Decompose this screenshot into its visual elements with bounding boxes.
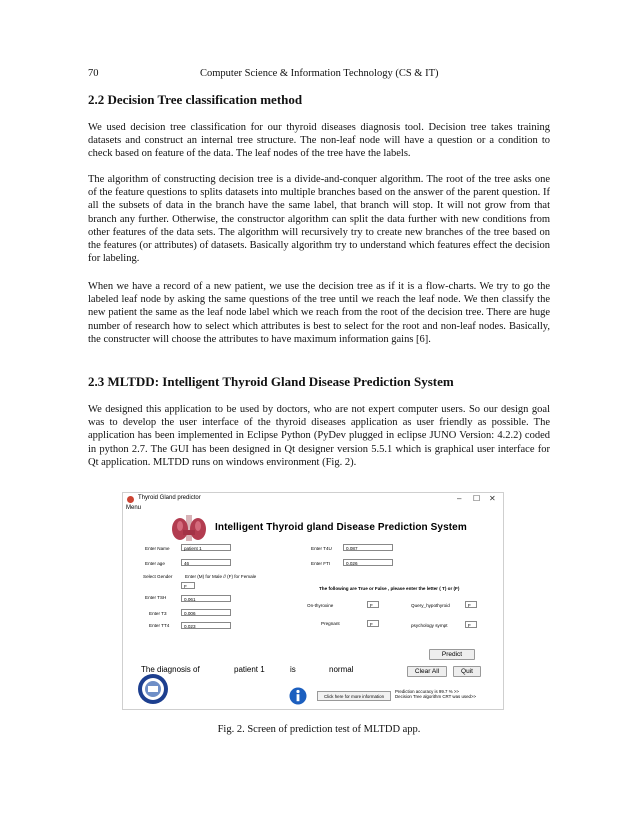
query-hypothyroid-input[interactable]: F	[465, 601, 477, 608]
maximize-button[interactable]: ☐	[473, 494, 481, 503]
paragraph: When we have a record of a new patient, we use the decision tree as if it is a flow-charts. We try to go the labeled leaf node by asking the same questions of the tree until we reach the leaf node. We then classify the new patient the same as the leaf node label which we reach from the root of the decision tree. There are huge number of research how to select which attributes is best to select for the root and non-leaf nodes. Basically, the constructer will choose the attributes to have maximum information gains [6].	[88, 281, 550, 345]
gender-label: Select Gender	[143, 574, 173, 579]
paragraph: We designed this application to be used by doctors, who are not expert computer users. So our design goal was to develop the user interface of the thyroid diseases application as user friendly as possible. The application has been implemented in Eclipse Python (PyDev plugged in eclipse JUNO Version: 4.2.2) coded in python 2.7. The GUI has been designed in Qt designer version 5.5.1 which is graphical user interface for Qt application. MLTDD runs on windows environment (Fig. 2).	[88, 404, 550, 468]
diagnosis-result: normal	[329, 665, 354, 674]
pregnant-input[interactable]: F	[367, 620, 379, 627]
age-label: Enter age	[145, 561, 165, 566]
fti-label: Enter FTI	[311, 561, 331, 566]
paragraph: We used decision tree classification for our thyroid diseases diagnosis tool. Decision tree takes training datasets and construct an internal tree structure. The non-leaf node will have a question or a condition to check based on feature of the data. The leaf nodes of the tree have the labels.	[88, 122, 550, 160]
on-thyroxine-input[interactable]: F	[367, 601, 379, 608]
tsh-input[interactable]: 0.061	[181, 595, 231, 602]
diagnosis-is: is	[290, 665, 296, 674]
tt4-label: Enter TT4	[149, 623, 170, 628]
on-thyroxine-label: On-thyroxine	[307, 603, 334, 608]
accuracy-note	[395, 689, 476, 699]
name-input[interactable]: patient 1	[181, 544, 231, 551]
tsh-label: Enter TSH	[145, 595, 167, 600]
diagnosis-patient: patient 1	[234, 665, 265, 674]
info-icon[interactable]	[289, 687, 307, 705]
close-button[interactable]: ✕	[489, 494, 496, 503]
pregnant-label: Pregnant	[321, 621, 340, 626]
section-title-2-2: 2.2 Decision Tree classification method	[88, 92, 303, 107]
app-title: Intelligent Thyroid gland Disease Prediction System	[215, 522, 467, 533]
more-info-button[interactable]: Click here for more information	[317, 691, 391, 701]
thyroid-gland-icon	[171, 515, 207, 541]
t3-input[interactable]: 0.006	[181, 609, 231, 616]
age-input[interactable]: 46	[181, 559, 231, 566]
section-title-2-3: 2.3 MLTDD: Intelligent Thyroid Gland Disease Prediction System	[88, 374, 454, 389]
fti-input[interactable]: 0.026	[343, 559, 393, 566]
window-titlebar	[123, 493, 503, 506]
quit-button[interactable]: Quit	[453, 666, 481, 677]
app-icon	[127, 496, 134, 503]
psychology-sympt-input[interactable]: F	[465, 621, 477, 628]
minimize-button[interactable]: –	[457, 494, 462, 503]
university-seal-icon	[137, 673, 169, 705]
app-window-figure	[122, 492, 504, 710]
query-hypothyroid-label: Query_hypothyroid	[411, 603, 450, 608]
t3-label: Enter T3	[149, 611, 167, 616]
diagnosis-prefix: The diagnosis of	[141, 665, 200, 674]
accuracy-line-2: Decision Tree algorithm CRT was used>>	[395, 694, 477, 699]
paragraph: The algorithm of constructing decision tree is a divide-and-conquer algorithm. The root of the tree asks one of the feature questions to splits datasets into multiple branches based on the answer of the parent question. If all the subsets of data in the branch have the same label, that branch will stop. It will not grow from that branch any further. Otherwise, the constructor algorithm can split the data further with new conditions from other features of the data sets. The algorithm will recursively try to create new branches of the tree based on the features (or attributes) of datasets. Basically algorithm try to understand which features effect the decision for labeling.	[88, 174, 550, 265]
journal-name: Computer Science & Information Technology (CS & IT)	[200, 68, 439, 79]
gender-hint: Enter (M) for Male // (F) for Female	[185, 574, 257, 579]
tt4-input[interactable]: 0.023	[181, 622, 231, 629]
figure-caption: Fig. 2. Screen of prediction test of MLTDD app.	[217, 724, 421, 735]
menu-bar[interactable]: Menu	[126, 505, 142, 511]
t4u-label: Enter T4U	[311, 546, 332, 551]
true-false-instruction: The following are True or False , please enter the letter ( T) or (F)	[319, 586, 460, 591]
gender-input[interactable]: F	[181, 582, 195, 589]
window-title: Thyroid Gland predictor	[138, 495, 201, 501]
predict-button[interactable]: Predict	[429, 649, 475, 660]
accuracy-line-1: Prediction accuracy is 99.7 % >>	[395, 689, 459, 694]
clear-all-button[interactable]: Clear All	[407, 666, 447, 677]
psychology-sympt-label: psychology sympt	[411, 623, 448, 628]
name-label: Enter Name	[145, 546, 170, 551]
t4u-input[interactable]: 0.087	[343, 544, 393, 551]
page-number: 70	[88, 68, 99, 79]
